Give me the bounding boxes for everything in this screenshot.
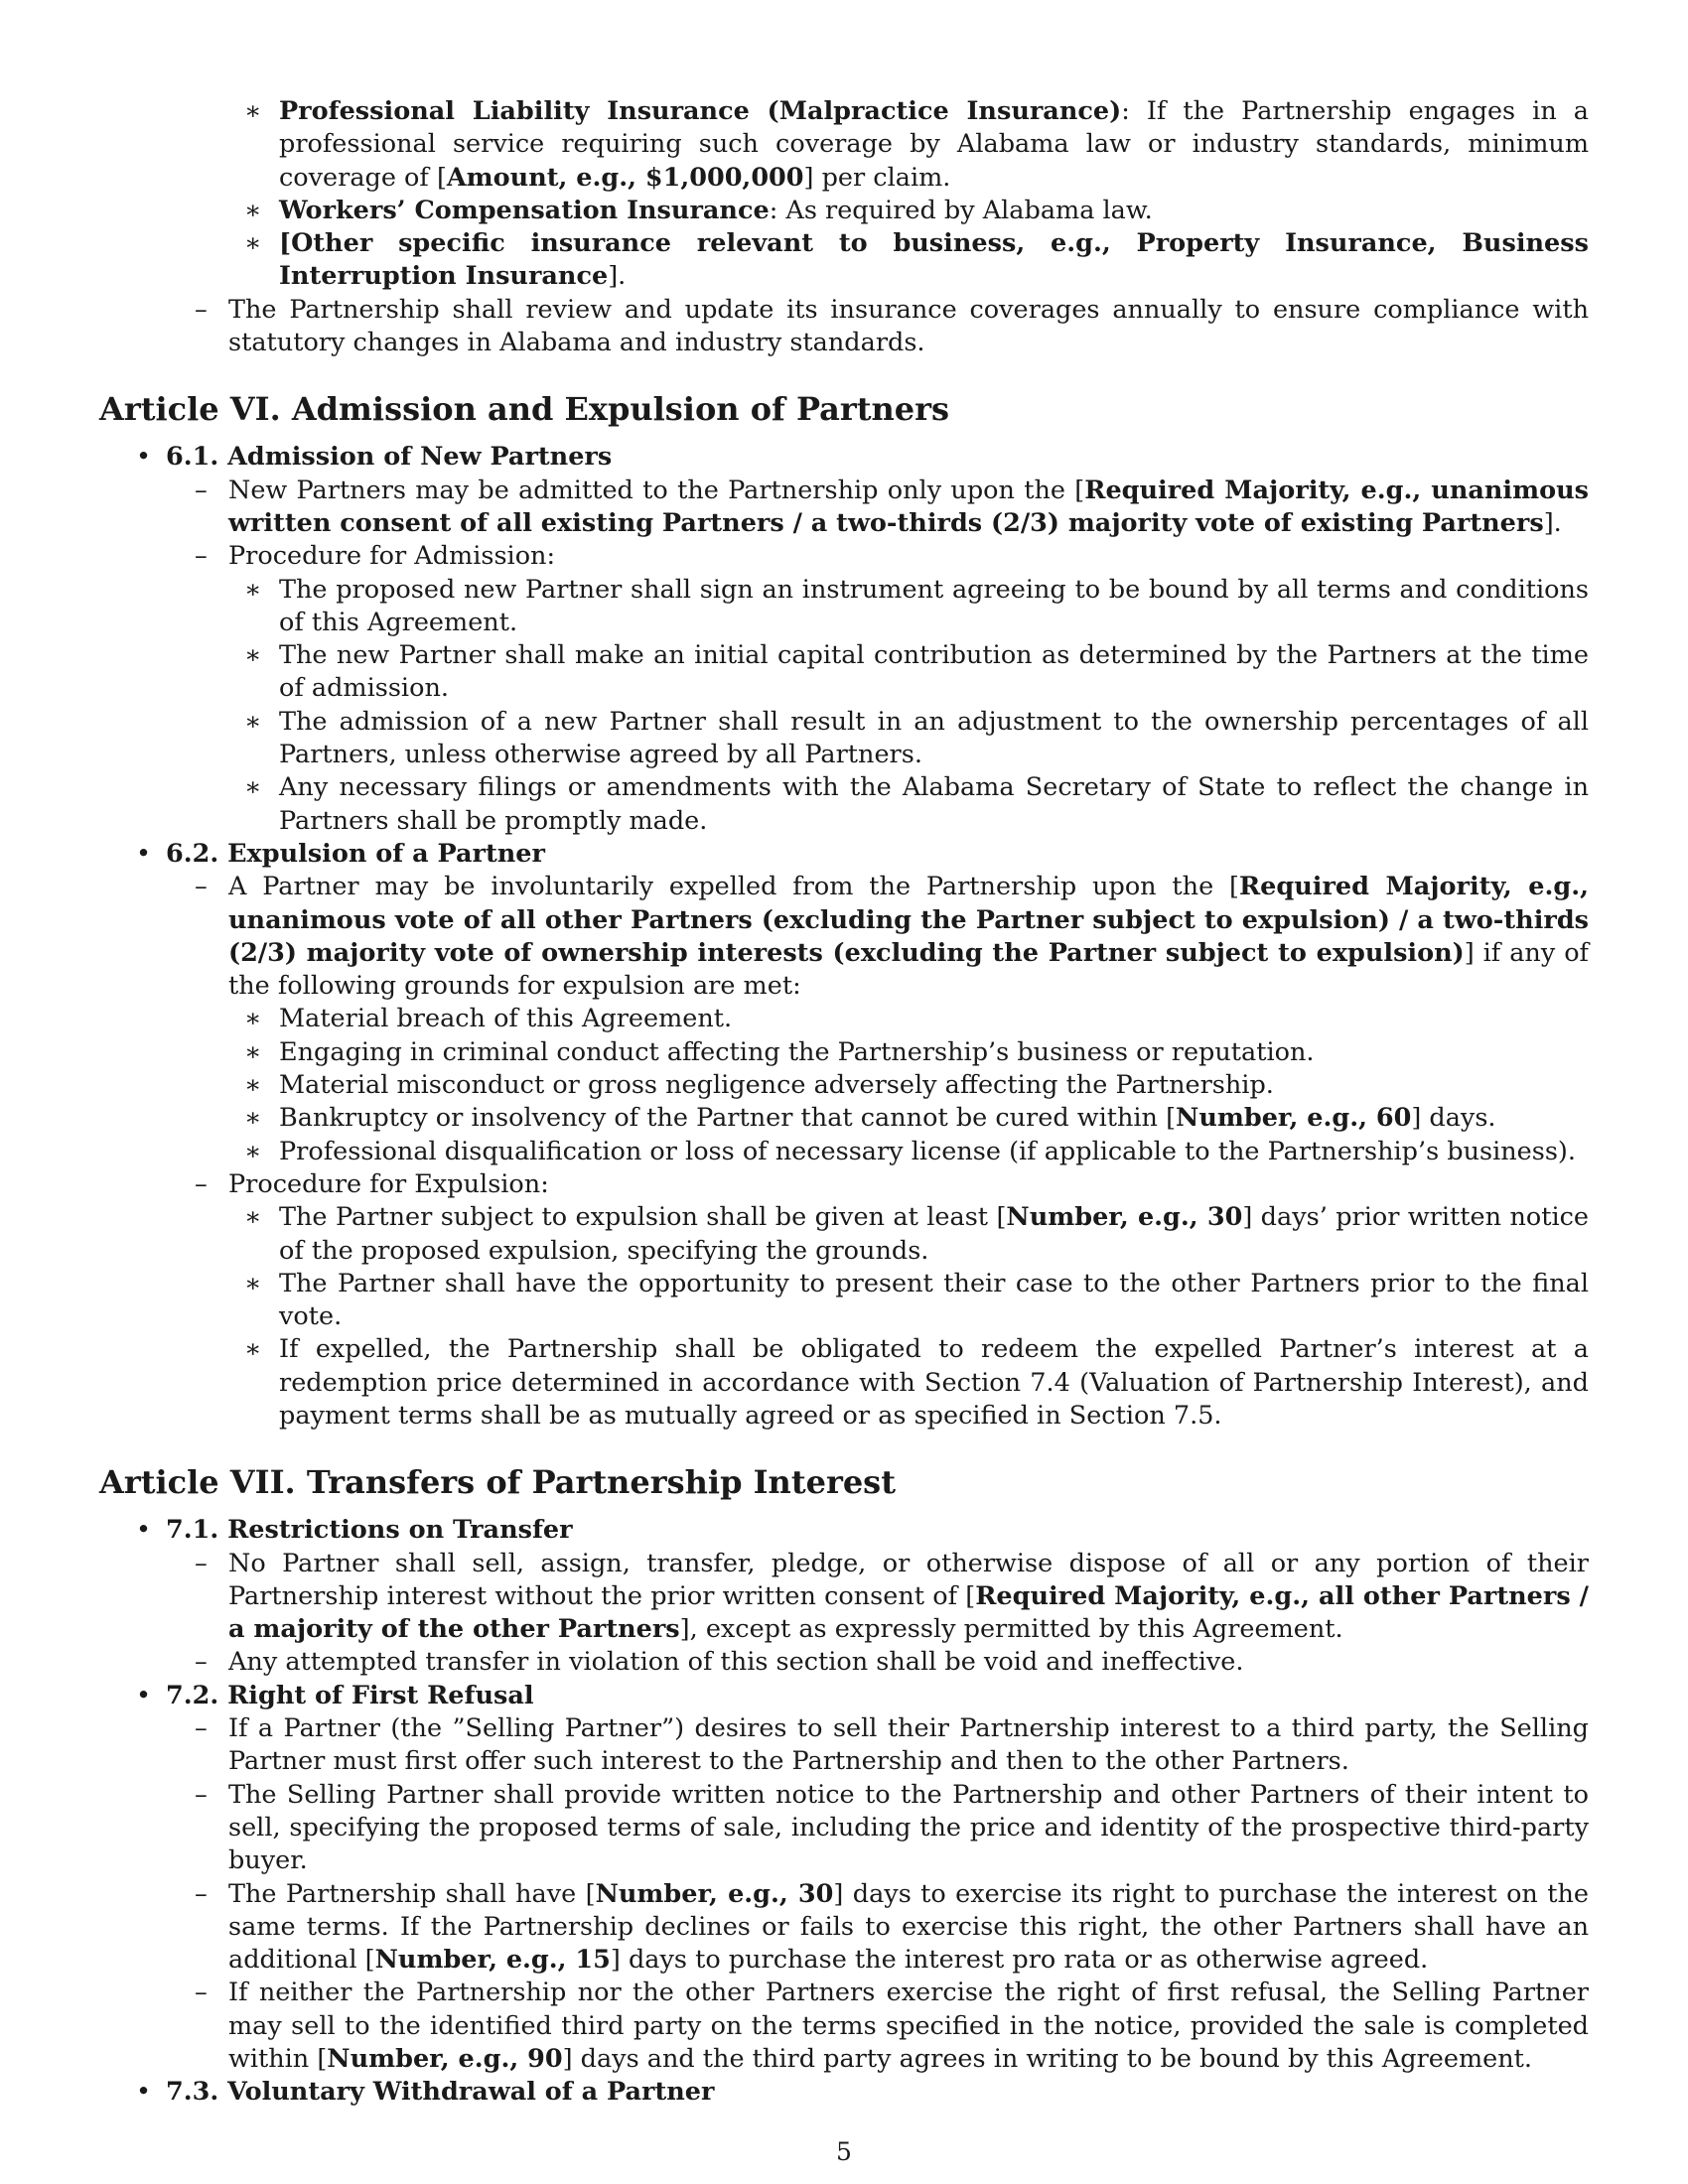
document-page [99, 95, 1589, 2110]
section-title: • 6.1. Admission of New Partners [136, 442, 613, 473]
section-title: • 7.2. Right of First Refusal [136, 1680, 534, 1710]
section-title: • 7.3. Voluntary Withdrawal of a Partner [136, 2077, 715, 2108]
list-item: – Procedure for Expulsion: [195, 1168, 549, 1199]
list-item: – The Partnership shall have [Number, e.g., 30] days to exercise its right to purchase the interest on the same terms. If the Partnership declines or fails to exercise this right, the other Partners shall have an additional [Number, e.g., 15] days to purchase the interest pro rata or as otherwise agreed. [195, 1878, 1589, 1976]
list-item: – The Selling Partner shall provide written notice to the Partnership and other Partners of their intent to sell, specifying the proposed terms of sale, including the price and identity of the prospective third-party buyer. [195, 1779, 1589, 1876]
list-item: ∗ The Partner shall have the opportunity to present their case to the other Partners prior to the final vote. [244, 1268, 1589, 1332]
list-item: – New Partners may be admitted to the Partnership only upon the [Required Majority, e.g., unanimous written consent of all existing Partners / a two-thirds (2/3) majority vote of existing Partners]. [195, 475, 1589, 538]
article-heading: Article VI. Admission and Expulsion of Partners [99, 390, 950, 429]
section-title: • 7.1. Restrictions on Transfer [136, 1515, 573, 1546]
list-item: ∗ Professional disqualification or loss of necessary license (if applicable to the Partnership’s business). [244, 1136, 1576, 1166]
list-item: – Any attempted transfer in violation of this section shall be void and ineffective. [195, 1647, 1244, 1678]
list-item: ∗ The proposed new Partner shall sign an instrument agreeing to be bound by all terms and conditions of this Agreement. [244, 574, 1589, 637]
list-item: ∗ The admission of a new Partner shall result in an adjustment to the ownership percentages of all Partners, unless otherwise agreed by all Partners. [244, 706, 1589, 770]
list-item: – No Partner shall sell, assign, transfer, pledge, or otherwise dispose of all or any portion of their Partnership interest without the prior written consent of [Required Majority, e.g., all other Partners / a majority of the other Partners], except as expressly permitted by this Agreement. [195, 1548, 1589, 1645]
list-item: – A Partner may be involuntarily expelled from the Partnership upon the [Required Majority, e.g., unanimous vote of all other Partners (excluding the Partner subject to expulsion) / a two-thirds (2/3) majority vote of ownership interests (excluding the Partner subject to expulsion)] if any of the following grounds for expulsion are met: [195, 872, 1589, 1002]
list-item: ∗ Material breach of this Agreement. [244, 1004, 733, 1034]
list-item: ∗ The new Partner shall make an initial capital contribution as determined by the Partners at the time of admission. [244, 640, 1589, 704]
list-item: ∗ Any necessary filings or amendments with the Alabama Secretary of State to reflect the change in Partners shall be promptly made. [244, 772, 1589, 836]
list-item: ∗ Material misconduct or gross negligence adversely affecting the Partnership. [244, 1070, 1274, 1101]
list-item: – The Partnership shall review and update its insurance coverages annually to ensure compliance with statutory changes in Alabama and industry standards. [195, 294, 1589, 358]
list-item: ∗ The Partner subject to expulsion shall be given at least [Number, e.g., 30] days’ prior written notice of the proposed expulsion, specifying the grounds. [244, 1202, 1589, 1266]
article-heading: Article VII. Transfers of Partnership Interest [99, 1463, 896, 1502]
list-item: ∗ Bankruptcy or insolvency of the Partner that cannot be cured within [Number, e.g., 60] days. [244, 1103, 1496, 1134]
list-item: ∗ Professional Liability Insurance (Malpractice Insurance): If the Partnership engages in a professional service requiring such coverage by Alabama law or industry standards, minimum coverage of [Amount, e.g., $1,000,000] per claim. [244, 96, 1589, 193]
list-item: ∗ Engaging in criminal conduct affecting the Partnership’s business or reputation. [244, 1036, 1315, 1067]
section-title: • 6.2. Expulsion of a Partner [136, 838, 545, 869]
page-number: 5 [836, 2137, 852, 2166]
list-item: ∗ If expelled, the Partnership shall be obligated to redeem the expelled Partner’s interest at a redemption price determined in accordance with Section 7.4 (Valuation of Partnership Interest), and payment terms shall be as mutually agreed or as specified in Section 7.5. [244, 1334, 1589, 1431]
list-item: ∗ [Other specific insurance relevant to business, e.g., Property Insurance, Business Interruption Insurance]. [244, 228, 1589, 292]
list-item: – If a Partner (the ”Selling Partner”) desires to sell their Partnership interest to a third party, the Selling Partner must first offer such interest to the Partnership and then to the other Partners. [195, 1713, 1589, 1777]
list-item: – Procedure for Admission: [195, 541, 556, 572]
list-item: ∗ Workers’ Compensation Insurance: As required by Alabama law. [244, 195, 1153, 225]
list-item: – If neither the Partnership nor the other Partners exercise the right of first refusal, the Selling Partner may sell to the identified third party on the terms specified in the notice, provided the sale is completed within [Number, e.g., 90] days and the third party agrees in writing to be bound by this Agreement. [195, 1978, 1589, 2075]
